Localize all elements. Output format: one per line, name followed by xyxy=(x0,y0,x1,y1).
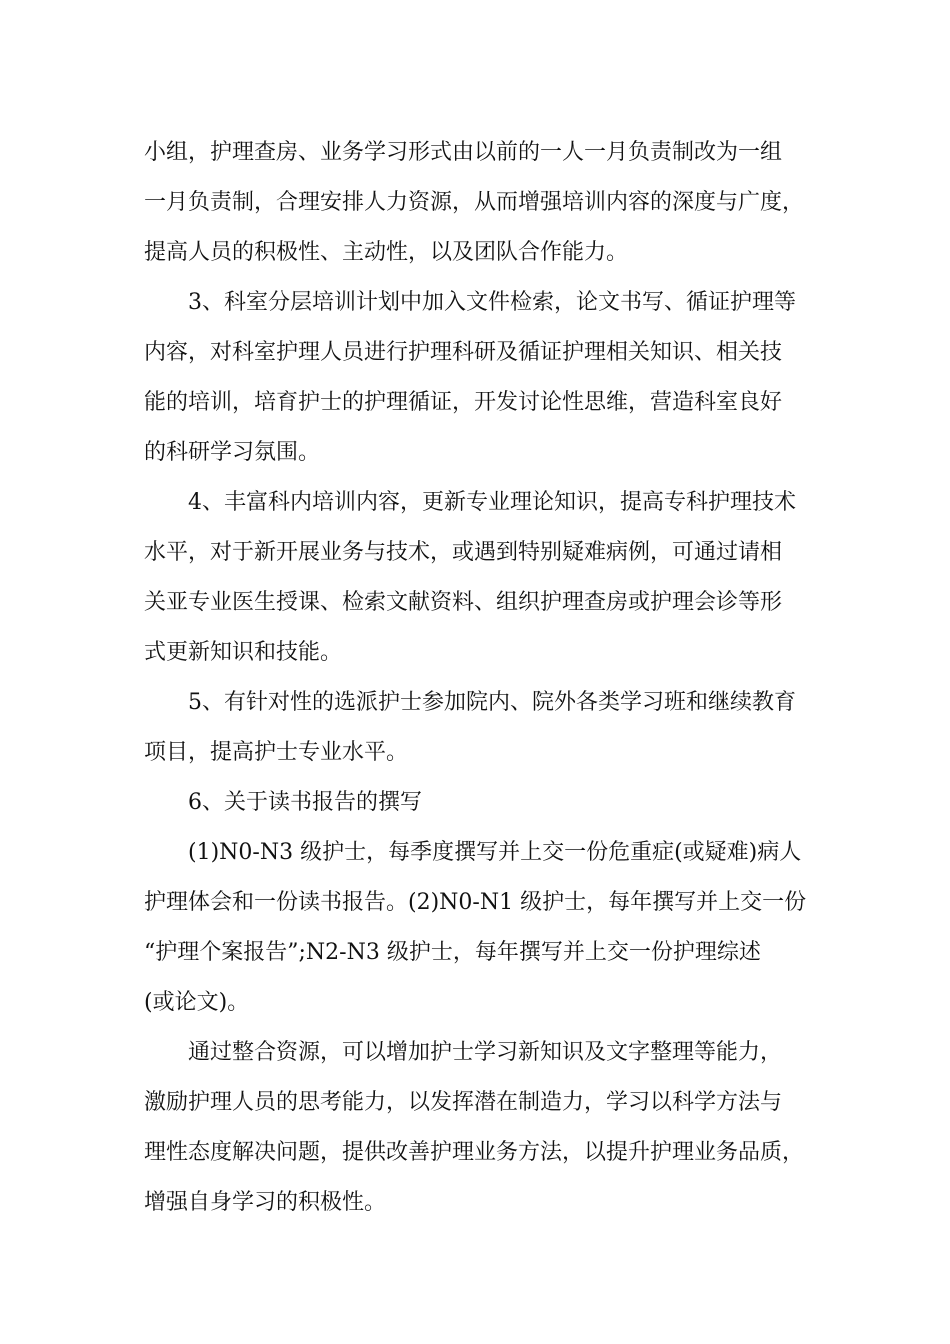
text-line: 能的培训，培育护士的护理循证，开发讨论性思维，营造科室良好 xyxy=(144,390,783,415)
paragraph-team-training xyxy=(144,128,814,278)
text-line: 3、科室分层培训计划中加入文件检索，论文书写、循证护理等 xyxy=(188,290,796,315)
text-line: 激励护理人员的思考能力，以发挥潜在制造力，学习以科学方法与 xyxy=(144,1090,783,1115)
text-line: 的科研学习氛围。 xyxy=(144,440,321,465)
text-line: 关亚专业医生授课、检索文献资料、组织护理查房或护理会诊等形 xyxy=(144,590,783,615)
paragraph-reading-report-rules xyxy=(144,828,814,1028)
text-line: 一月负责制，合理安排人力资源，从而增强培训内容的深度与广度， xyxy=(144,190,805,215)
text-line: 项目，提高护士专业水平。 xyxy=(144,740,409,765)
text-line: 式更新知识和技能。 xyxy=(144,640,343,665)
text-line: 提高人员的积极性、主动性，以及团队合作能力。 xyxy=(144,240,629,265)
document-body xyxy=(144,128,814,1228)
paragraph-item-6-heading xyxy=(144,778,814,828)
text-line: 理性态度解决问题，提供改善护理业务方法，以提升护理业务品质， xyxy=(144,1140,805,1165)
paragraph-item-4 xyxy=(144,478,814,678)
text-line: (或论文)。 xyxy=(144,990,250,1015)
text-line: 增强自身学习的积极性。 xyxy=(144,1190,387,1215)
text-line: “护理个案报告”;N2-N3 级护士，每年撰写并上交一份护理综述 xyxy=(144,940,761,965)
text-line: 5、有针对性的选派护士参加院内、院外各类学习班和继续教育 xyxy=(188,690,796,715)
paragraph-conclusion xyxy=(144,1028,814,1228)
text-line: (1)N0-N3 级护士，每季度撰写并上交一份危重症(或疑难)病人 xyxy=(188,840,802,865)
text-line: 4、丰富科内培训内容，更新专业理论知识，提高专科护理技术 xyxy=(188,490,796,515)
text-line: 6、关于读书报告的撰写 xyxy=(188,790,422,815)
paragraph-item-3 xyxy=(144,278,814,478)
text-line: 通过整合资源，可以增加护士学习新知识及文字整理等能力， xyxy=(188,1040,783,1065)
text-line: 内容，对科室护理人员进行护理科研及循证护理相关知识、相关技 xyxy=(144,340,783,365)
text-line: 护理体会和一份读书报告。(2)N0-N1 级护士，每年撰写并上交一份 xyxy=(144,890,807,915)
paragraph-item-5 xyxy=(144,678,814,778)
text-line: 水平，对于新开展业务与技术，或遇到特别疑难病例，可通过请相 xyxy=(144,540,783,565)
text-line: 小组，护理查房、业务学习形式由以前的一人一月负责制改为一组 xyxy=(144,140,783,165)
